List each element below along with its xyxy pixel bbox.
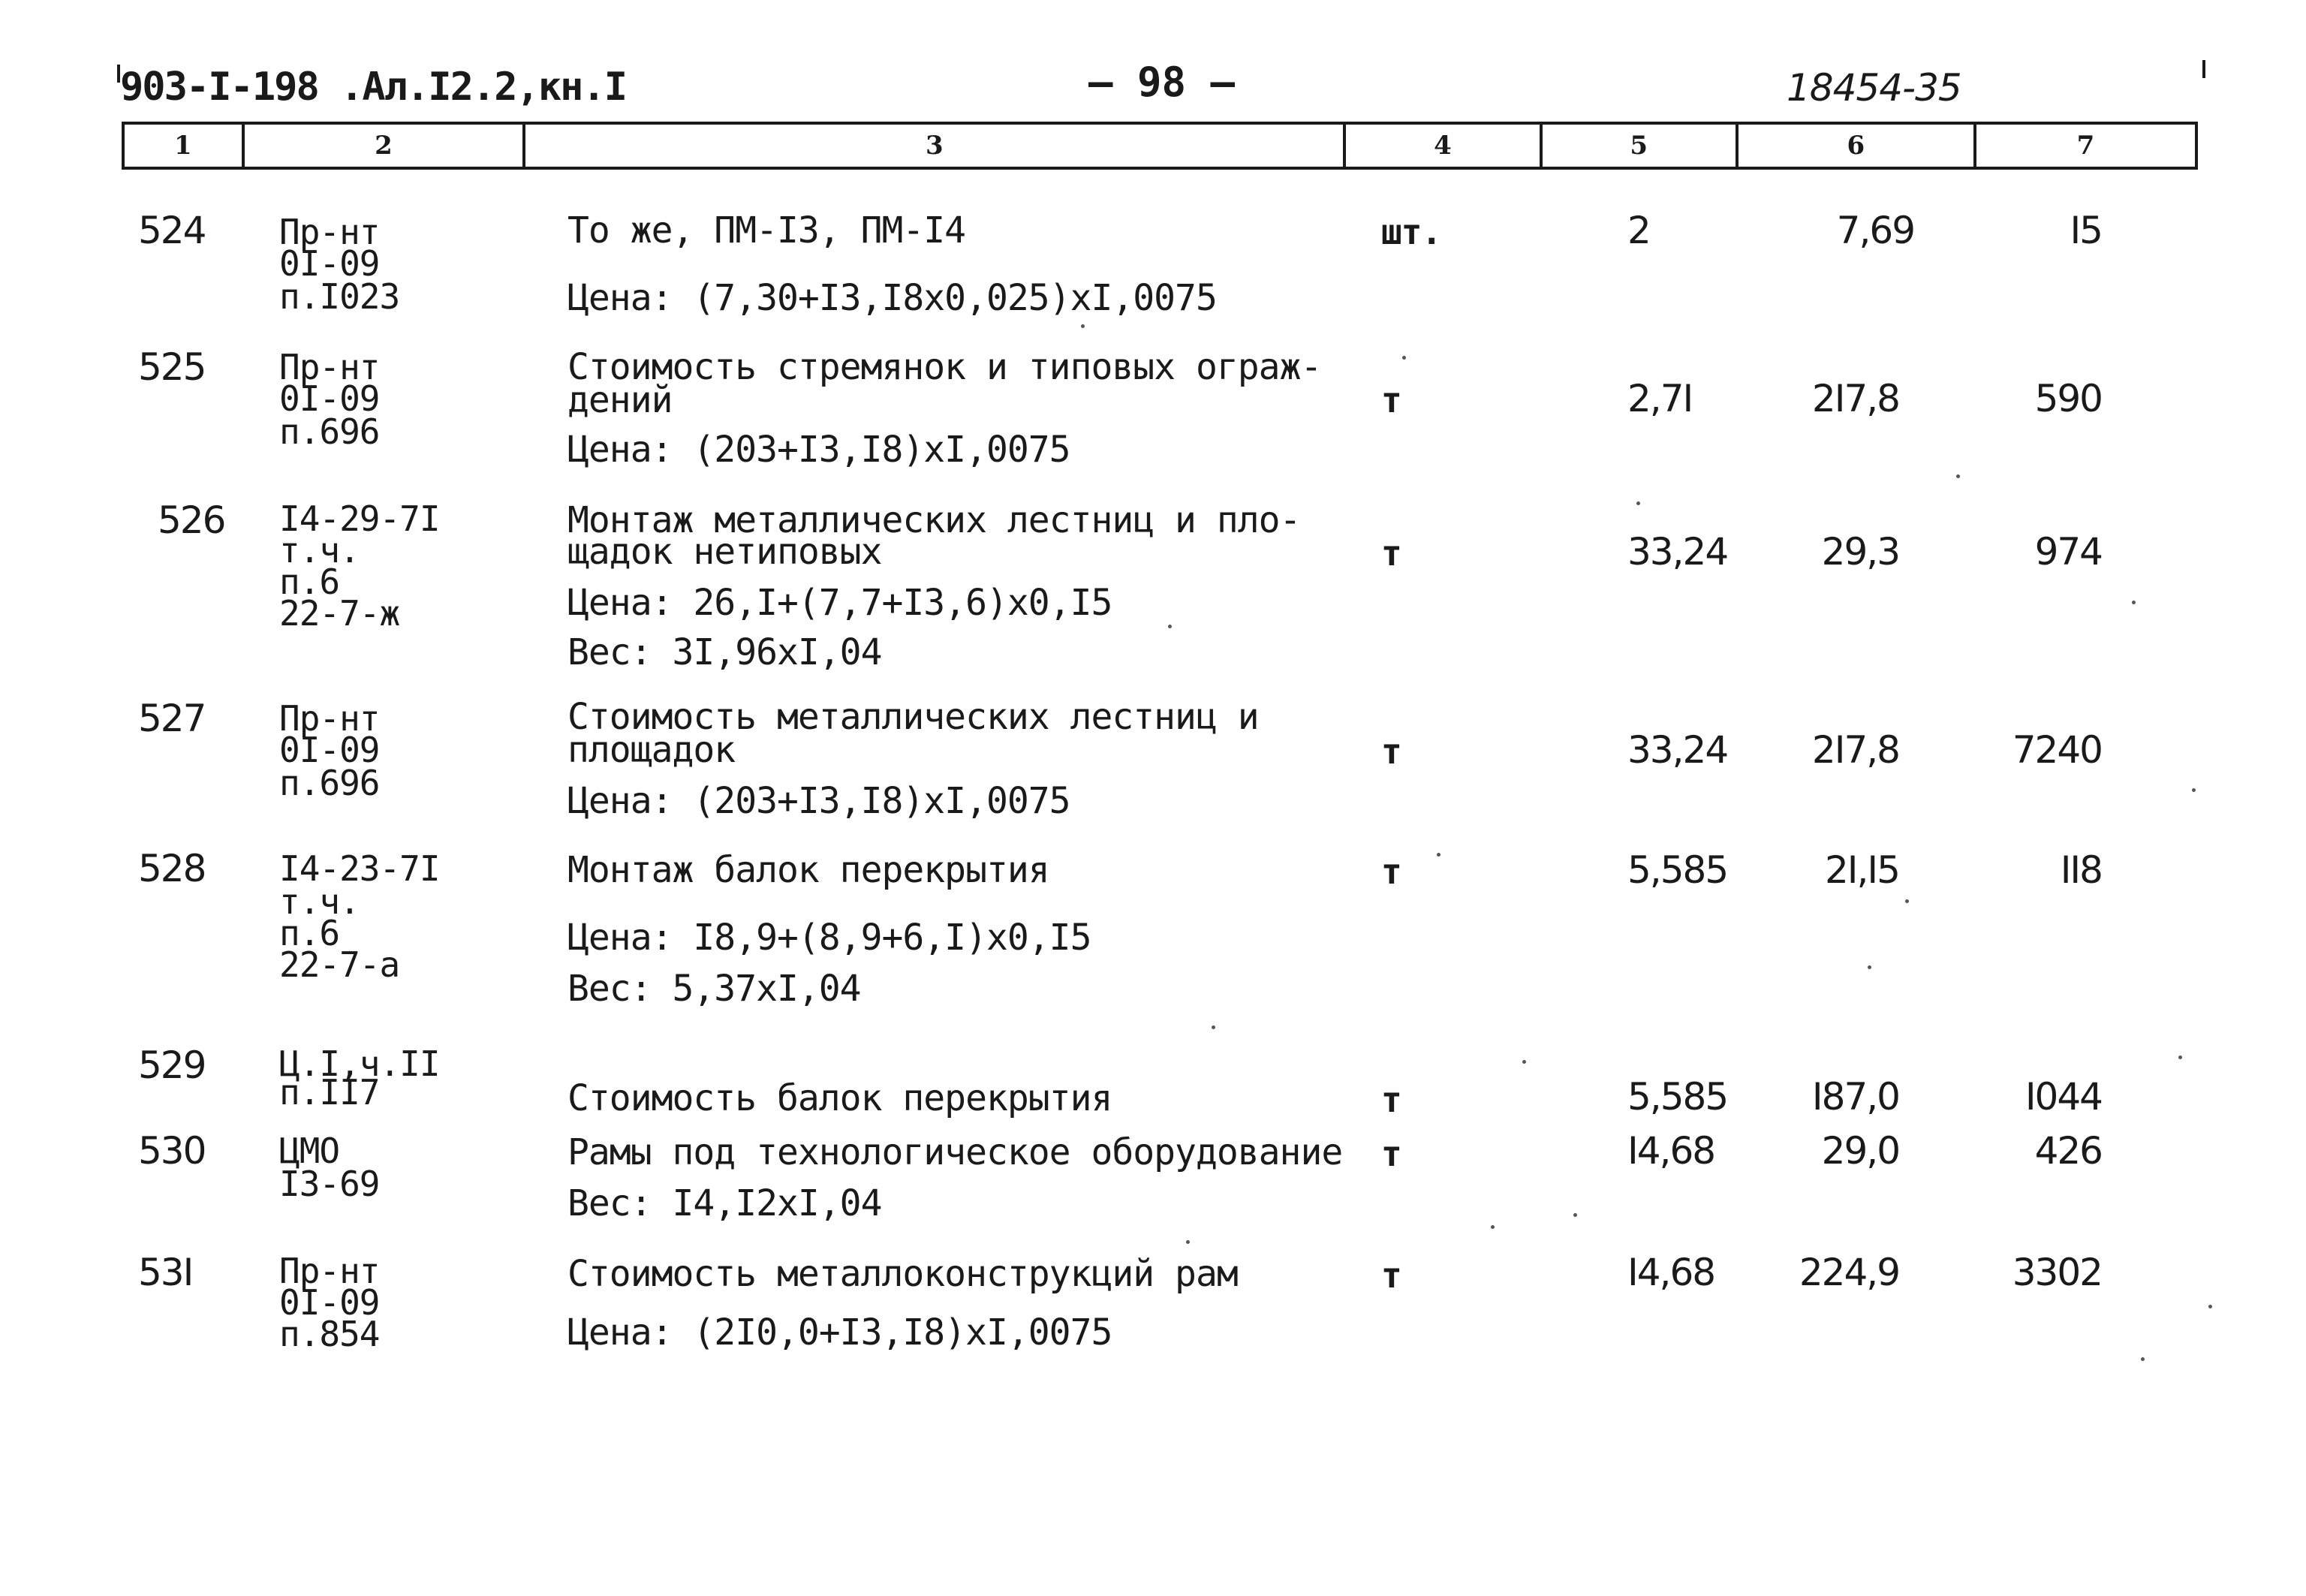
column-header-3: 3 <box>525 125 1346 167</box>
scan-speck <box>1573 1213 1577 1217</box>
scan-speck <box>2192 788 2196 792</box>
item-description: Монтаж балок перекрытия <box>567 849 1049 891</box>
price-formula: Цена: (7,30+I3,I8х0,025)хI,0075 <box>567 277 1217 319</box>
quantity: 5,585 <box>1627 1075 1728 1119</box>
scan-speck <box>1491 1225 1495 1229</box>
scan-speck <box>1437 853 1440 857</box>
scan-speck <box>2132 601 2136 604</box>
scan-speck <box>1212 1025 1215 1029</box>
scan-speck <box>1168 625 1172 628</box>
price-formula: Цена: (203+I3,I8)хI,0075 <box>567 780 1070 822</box>
scan-speck <box>2178 1055 2182 1059</box>
norm-reference-line: п.6 <box>279 562 340 602</box>
row-number: 529 <box>138 1043 206 1087</box>
norm-reference-line: т.ч. <box>279 530 360 571</box>
scan-speck <box>1081 324 1085 328</box>
unit-price: I87,0 <box>1811 1075 1899 1119</box>
norm-reference-line: п.696 <box>279 411 380 452</box>
item-description: дений <box>567 379 673 421</box>
norm-reference-line: I4-23-7I <box>279 848 440 889</box>
norm-reference-line: 0I-09 <box>279 378 380 419</box>
column-header-row <box>122 122 2198 170</box>
norm-reference-line: Пр-нт <box>279 347 380 387</box>
norm-reference-line: п.I023 <box>279 276 400 317</box>
scan-speck <box>1956 474 1960 478</box>
scan-speck <box>1522 1060 1526 1064</box>
price-formula: Цена: I8,9+(8,9+6,I)х0,I5 <box>567 917 1091 959</box>
unit: шт. <box>1381 212 1442 252</box>
item-description: Стоимость металлоконструкций рам <box>567 1253 1238 1295</box>
row-number: 528 <box>138 847 206 890</box>
norm-reference-line: I4-29-7I <box>279 498 440 539</box>
total-cost: 7240 <box>2012 728 2102 772</box>
row-number: 527 <box>138 697 206 740</box>
unit-price: 7,69 <box>1836 209 1914 252</box>
scan-speck <box>2208 1305 2212 1308</box>
norm-reference-line: п.6 <box>279 913 340 953</box>
column-header-7: 7 <box>2076 131 2095 161</box>
price-formula: Цена: 26,I+(7,7+I3,6)х0,I5 <box>567 582 1112 624</box>
norm-reference-line: п.696 <box>279 763 380 803</box>
total-cost: I044 <box>2025 1075 2102 1119</box>
norm-reference-line: I3-69 <box>279 1164 380 1204</box>
norm-reference-line: Пр-нт <box>279 212 380 252</box>
item-description: Стоимость балок перекрытия <box>567 1077 1112 1119</box>
column-header-6: 6 <box>1739 125 1976 167</box>
norm-reference-line: Пр-нт <box>279 698 380 739</box>
weight-formula: Вес: 3I,96хI,04 <box>567 631 882 673</box>
row-number: 53I <box>138 1251 193 1294</box>
item-description: Монтаж металлических лестниц и пло- <box>567 499 1301 541</box>
norm-reference-line: Ц.I,ч.II <box>279 1043 440 1084</box>
total-cost: 590 <box>2034 377 2102 420</box>
quantity: 33,24 <box>1627 530 1728 574</box>
norm-reference-line: 0I-09 <box>279 243 380 284</box>
row-number: 524 <box>138 209 206 252</box>
quantity: 5,585 <box>1627 848 1728 892</box>
norm-reference-line: Пр-нт <box>279 1251 380 1291</box>
scan-speck <box>2141 1357 2145 1361</box>
scan-speck <box>1402 356 1406 360</box>
row-number: 530 <box>138 1129 206 1173</box>
total-cost: 974 <box>2034 530 2102 574</box>
scan-speck <box>1636 501 1640 505</box>
total-cost: I5 <box>2070 209 2102 252</box>
column-header-5: 5 <box>1543 125 1739 167</box>
quantity: 33,24 <box>1627 728 1728 772</box>
unit-price: 29,0 <box>1821 1129 1899 1173</box>
unit: т <box>1381 1080 1401 1120</box>
item-description: Стоимость стремянок и типовых ограж- <box>567 346 1322 388</box>
norm-reference-line: п.II7 <box>279 1072 380 1113</box>
item-description: То же, ПМ-I3, ПМ-I4 <box>567 209 966 251</box>
total-cost: II8 <box>2060 848 2102 892</box>
row-number: 526 <box>158 498 225 542</box>
unit-price: 2I7,8 <box>1811 728 1899 772</box>
quantity: 2 <box>1627 209 1650 252</box>
unit: т <box>1381 533 1401 574</box>
unit-price: 2I7,8 <box>1811 377 1899 420</box>
item-description: площадок <box>567 729 736 771</box>
unit: т <box>1381 1255 1401 1296</box>
scan-speck <box>1868 965 1871 969</box>
quantity: 2,7I <box>1627 377 1693 420</box>
unit-price: 2I,I5 <box>1824 848 1899 892</box>
price-formula: Цена: (2I0,0+I3,I8)хI,0075 <box>567 1311 1112 1354</box>
column-header-4: 4 <box>1346 125 1542 167</box>
weight-formula: Вес: I4,I2хI,04 <box>567 1182 882 1224</box>
norm-reference-line: ЦМО <box>279 1131 340 1171</box>
column-header-1: 1 <box>125 125 245 167</box>
norm-reference-line: т.ч. <box>279 881 360 922</box>
total-cost: 3302 <box>2012 1251 2102 1294</box>
unit: т <box>1381 851 1401 892</box>
norm-reference-line: 22-7-а <box>279 944 400 985</box>
unit-price: 29,3 <box>1821 530 1899 574</box>
unit: т <box>1381 380 1401 420</box>
item-description: щадок нетиповых <box>567 531 882 573</box>
norm-reference-line: 22-7-ж <box>279 593 400 634</box>
column-header-2: 2 <box>245 125 526 167</box>
weight-formula: Вес: 5,37хI,04 <box>567 968 861 1010</box>
norm-reference-line: 0I-09 <box>279 730 380 770</box>
item-description: Рамы под технологическое оборудование <box>567 1131 1343 1173</box>
price-formula: Цена: (203+I3,I8)хI,0075 <box>567 429 1070 471</box>
row-number: 525 <box>138 345 206 389</box>
item-description: Стоимость металлических лестниц и <box>567 696 1259 738</box>
archive-number: 18454-35 <box>1787 66 1961 110</box>
page-number: — 98 — <box>1088 59 1236 106</box>
unit: т <box>1381 731 1401 772</box>
norm-reference-line: 0I-09 <box>279 1282 380 1323</box>
quantity: I4,68 <box>1627 1251 1715 1294</box>
scan-speck <box>1905 899 1909 903</box>
norm-reference-line: п.854 <box>279 1314 380 1354</box>
total-cost: 426 <box>2034 1129 2102 1173</box>
quantity: I4,68 <box>1627 1129 1715 1173</box>
document-code: 903-I-198 .Ал.I2.2,кн.I <box>120 65 627 110</box>
unit-price: 224,9 <box>1799 1251 1899 1294</box>
scan-speck <box>1186 1240 1190 1244</box>
margin-mark <box>2202 60 2205 78</box>
unit: т <box>1381 1134 1401 1174</box>
